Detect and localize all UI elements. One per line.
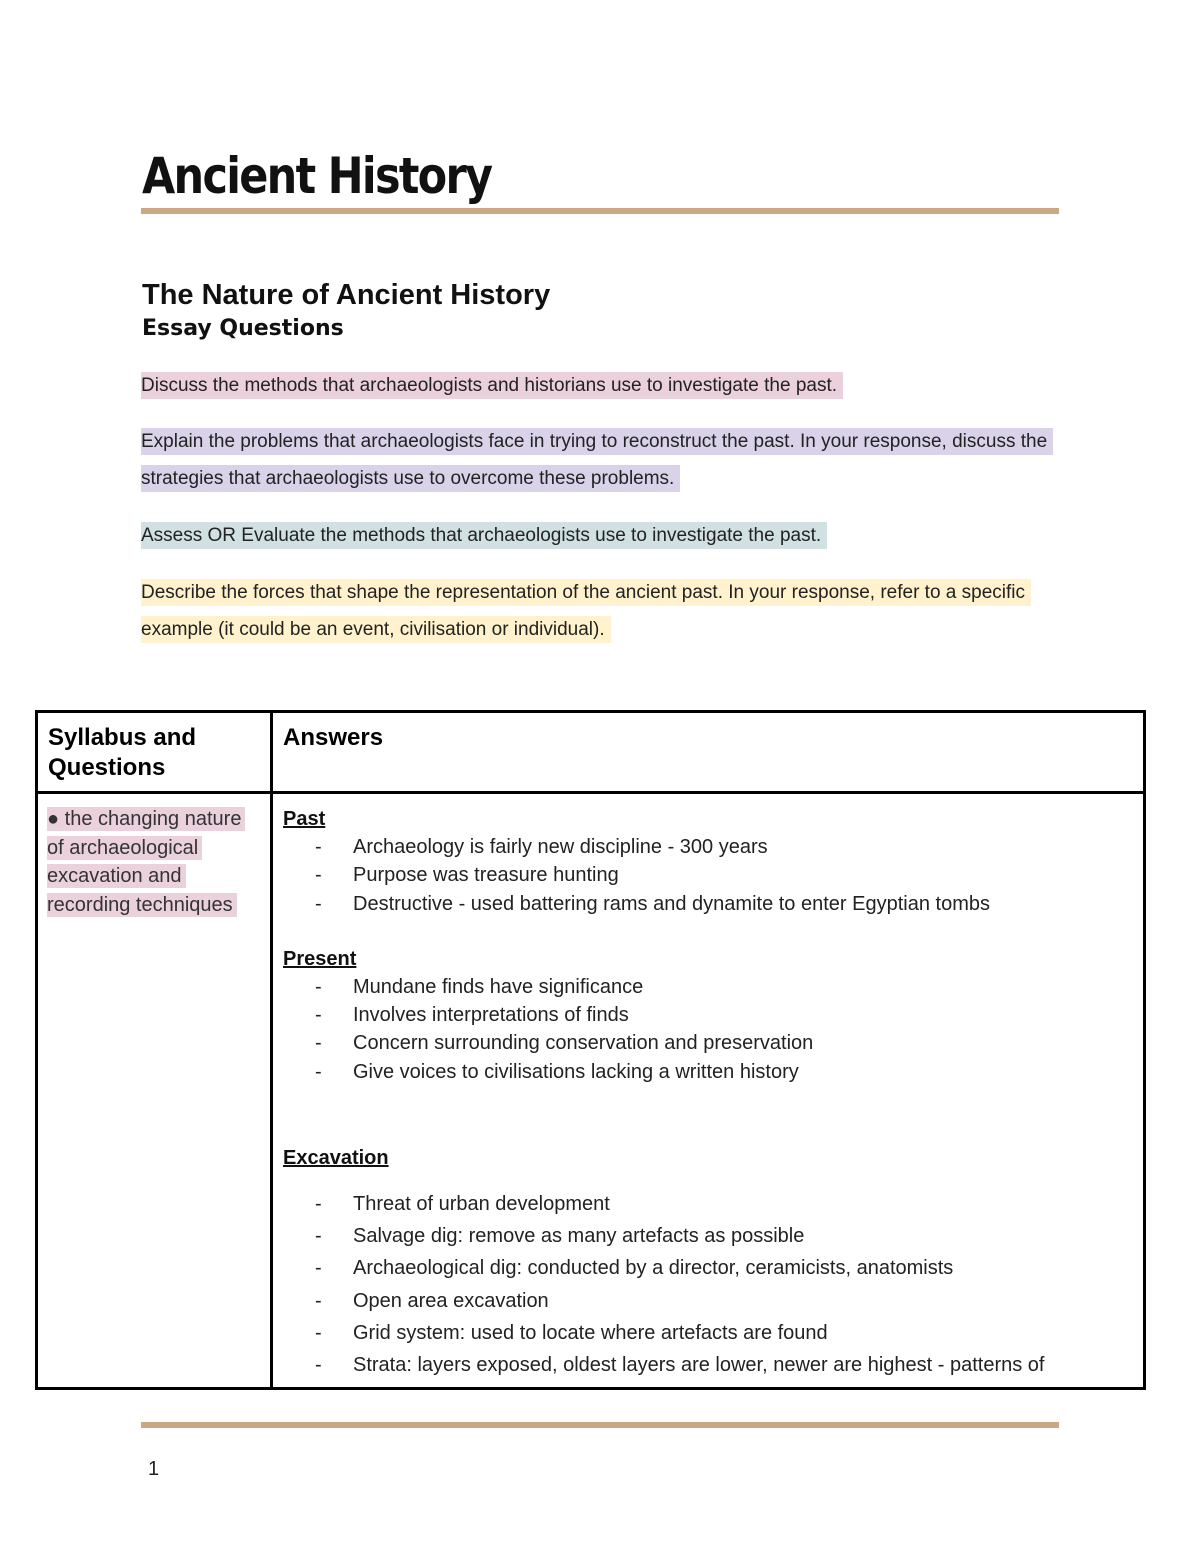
section-title: The Nature of Ancient History <box>142 279 551 311</box>
list-item: - Archaeological dig: conducted by a director, ceramicists, anatomists <box>315 1257 954 1280</box>
syllabus-point: ● the changing nature of archaeological excavation and recording techniques <box>47 807 245 917</box>
list-item-text: Mundane finds have significance <box>353 975 644 998</box>
list-item: - Salvage dig: remove as many artefacts as possible <box>315 1225 805 1248</box>
essay-question-4 <box>141 574 1071 648</box>
essay-question-text: Discuss the methods that archaeologists and historians use to investigate the past. <box>141 372 843 399</box>
section-subtitle: Essay Questions <box>142 316 344 341</box>
answer-heading-excavation: Excavation <box>283 1147 389 1170</box>
list-item-text: Concern surrounding conservation and preservation <box>353 1032 814 1055</box>
notes-table <box>35 710 1146 1390</box>
answer-heading-past: Past <box>283 808 326 830</box>
footer-rule <box>141 1422 1059 1428</box>
list-item: - Mundane finds have significance <box>315 975 644 998</box>
list-item-text: Destructive - used battering rams and dynamite to enter Egyptian tombs <box>353 892 990 915</box>
list-item: - Involves interpretations of finds <box>315 1004 629 1027</box>
essay-question-2 <box>141 423 1071 497</box>
list-item: - Give voices to civilisations lacking a written history <box>315 1060 799 1083</box>
list-item: - Open area excavation <box>315 1289 549 1312</box>
list-item: - Purpose was treasure hunting <box>315 864 619 887</box>
answers-cell <box>283 805 1143 1381</box>
list-item-text: Archaeological dig: conducted by a director, ceramicists, anatomists <box>353 1257 954 1280</box>
table-header-answers: Answers <box>283 724 384 751</box>
list-item-text: Give voices to civilisations lacking a written history <box>353 1060 799 1083</box>
list-item-text: Purpose was treasure hunting <box>353 864 619 887</box>
list-item-text: Salvage dig: remove as many artefacts as possible <box>353 1225 805 1248</box>
list-item: - Destructive - used battering rams and dynamite to enter Egyptian tombs <box>315 892 990 915</box>
list-item: - Grid system: used to locate where artefacts are found <box>315 1321 828 1344</box>
header-rule <box>141 208 1059 214</box>
answer-list-excavation <box>283 1188 1143 1381</box>
essay-question-1 <box>141 367 1071 404</box>
syllabus-cell <box>47 805 262 919</box>
answer-list-present <box>283 973 1143 1086</box>
document-title: Ancient History <box>142 147 492 205</box>
row-divider <box>38 791 1143 794</box>
essay-question-3 <box>141 517 1071 554</box>
list-item: - Concern surrounding conservation and preservation <box>315 1032 814 1055</box>
essay-question-text: Explain the problems that archaeologists face in trying to reconstruct the past. In your response, discuss the strategies that archaeologists use to overcome these problems. <box>141 428 1053 492</box>
essay-question-text: Assess OR Evaluate the methods that archaeologists use to investigate the past. <box>141 522 827 549</box>
answer-heading-present: Present <box>283 947 357 970</box>
column-divider <box>270 713 273 1387</box>
list-item-text: Archaeology is fairly new discipline - 300 years <box>353 836 768 858</box>
list-item: - Strata: layers exposed, oldest layers are lower, newer are highest - patterns of <box>315 1354 1045 1377</box>
list-item-text: Strata: layers exposed, oldest layers are lower, newer are highest - patterns of <box>353 1354 1045 1377</box>
list-item-text: Involves interpretations of finds <box>353 1004 629 1027</box>
list-item-text: Open area excavation <box>353 1289 549 1312</box>
page-number: 1 <box>148 1458 160 1480</box>
list-item-text: Grid system: used to locate where artefacts are found <box>353 1321 828 1344</box>
list-item-text: Threat of urban development <box>353 1193 610 1216</box>
list-item: - Threat of urban development <box>315 1193 610 1216</box>
table-header-syllabus: Syllabus and Questions <box>48 724 197 781</box>
answer-list-past <box>283 833 1143 918</box>
list-item: - Archaeology is fairly new discipline - 300 years <box>315 836 768 858</box>
essay-question-text: Describe the forces that shape the representation of the ancient past. In your response, refer to a specific example (it could be an event, civilisation or individual). <box>141 579 1031 643</box>
